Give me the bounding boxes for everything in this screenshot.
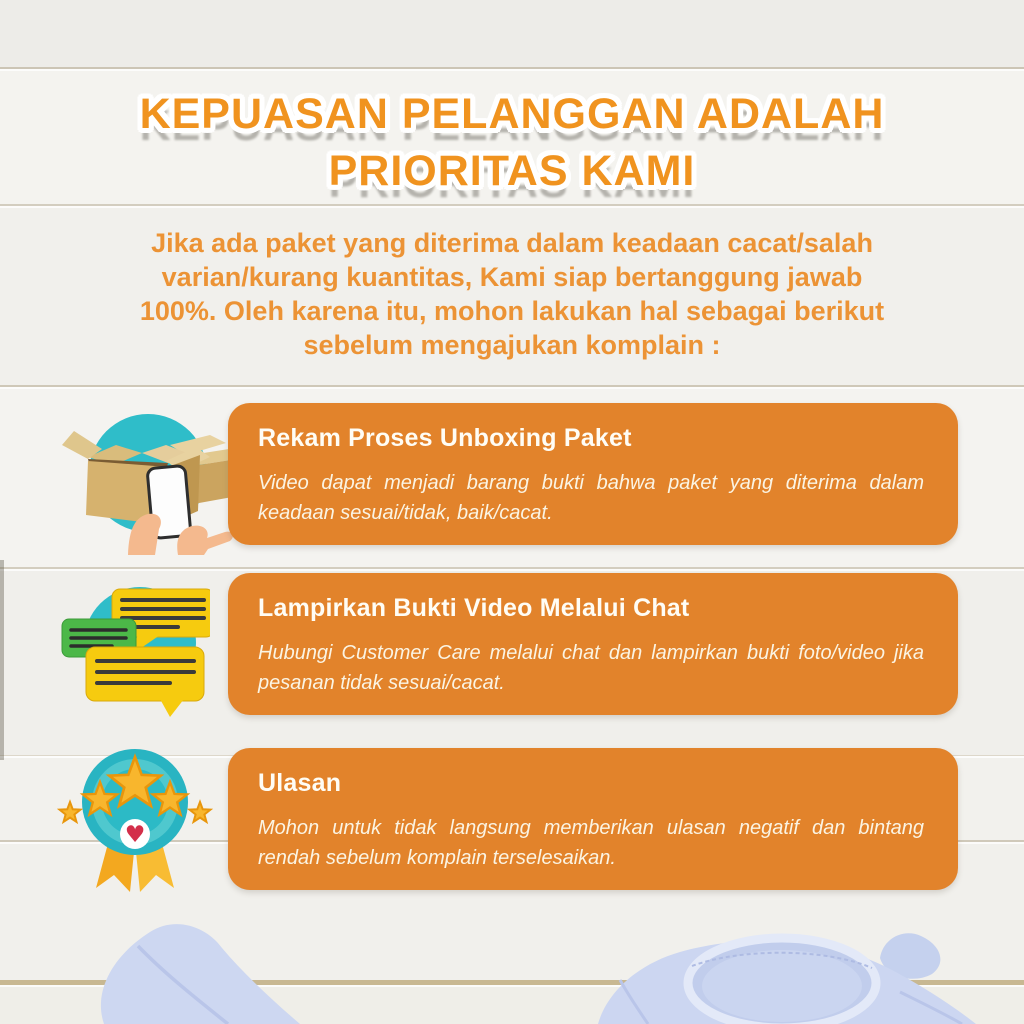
card-heading: Lampirkan Bukti Video Melalui Chat [258, 594, 690, 622]
info-card-chat [228, 573, 958, 715]
info-card-unboxing [228, 403, 958, 545]
review-badge-icon [50, 740, 220, 905]
card-body: Mohon untuk tidak langsung memberikan ulasan negatif dan bintang rendah sebelum komplain terselesaikan. [258, 817, 924, 869]
plank-edge-shadow [0, 560, 4, 760]
unboxing-package-icon [58, 405, 233, 560]
baby-clothes-image [0, 900, 1024, 1024]
wood-plank [0, 0, 1024, 67]
card-body: Hubungi Customer Care melalui chat dan lampirkan bukti foto/video jika pesanan tidak sesuai/cacat. [258, 642, 924, 694]
info-card-review [228, 748, 958, 890]
card-heading: Rekam Proses Unboxing Paket [258, 424, 632, 452]
intro-line: 100%. Oleh karena itu, mohon lakukan hal sebagai berikut [139, 296, 885, 326]
page-title [0, 86, 1024, 200]
chat-bubbles-icon [60, 577, 210, 722]
intro-line: Jika ada paket yang diterima dalam keadaan cacat/salah [151, 228, 873, 258]
intro-paragraph [0, 226, 1024, 362]
intro-line: varian/kurang kuantitas, Kami siap bertanggung jawab [161, 262, 863, 292]
page-title-line2: PRIORITAS KAMI [328, 147, 696, 195]
card-body: Video dapat menjadi barang bukti bahwa paket yang diterima dalam keadaan sesuai/tidak, baik/cacat. [258, 472, 924, 524]
card-heading: Ulasan [258, 769, 342, 797]
page-title-line1: KEPUASAN PELANGGAN ADALAH [139, 90, 885, 138]
svg-text:♥: ♥ [124, 822, 146, 848]
intro-line: sebelum mengajukan komplain : [303, 330, 721, 360]
